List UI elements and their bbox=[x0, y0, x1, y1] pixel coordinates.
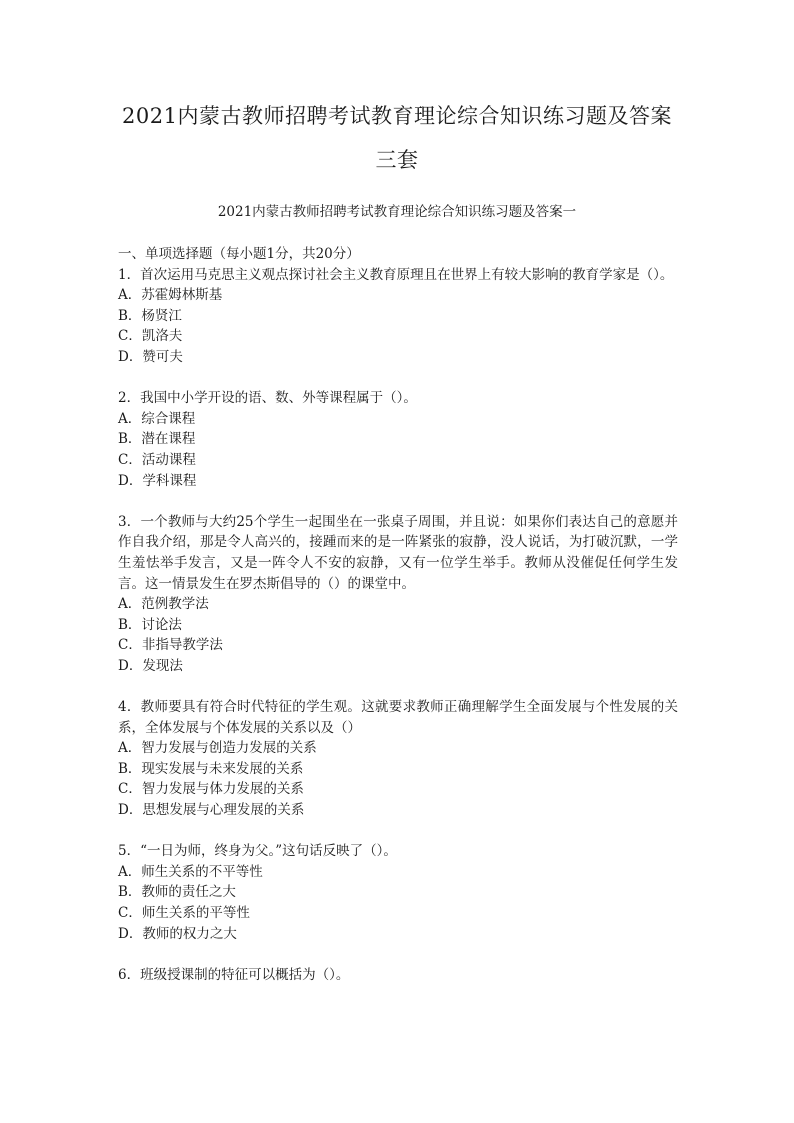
option-b: B．现实发展与未来发展的关系 bbox=[118, 760, 304, 777]
question-text: 4．教师要具有符合时代特征的学生观。这就要求教师正确理解学生全面发展与个性发展的关系，全体发展与个体发展的关系以及（） bbox=[118, 699, 678, 736]
option-d: D．赞可夫 bbox=[118, 348, 183, 365]
option-a: A．综合课程 bbox=[118, 410, 196, 427]
option-d: D．教师的权力之大 bbox=[118, 925, 237, 942]
question-4 bbox=[118, 697, 678, 821]
option-a: A．苏霍姆林斯基 bbox=[118, 287, 223, 304]
question-5 bbox=[118, 841, 678, 944]
option-a: A．智力发展与创造力发展的关系 bbox=[118, 740, 317, 757]
question-1 bbox=[118, 265, 678, 368]
section-heading: 一、单项选择题（每小题1分，共20分） bbox=[118, 246, 360, 262]
question-3 bbox=[118, 512, 678, 677]
question-text: 5．“一日为师，终身为父。”这句话反映了（）。 bbox=[118, 843, 397, 860]
option-a: A．范例教学法 bbox=[118, 596, 209, 613]
document-title-line-1: 2021内蒙古教师招聘考试教育理论综合知识练习题及答案 bbox=[122, 104, 672, 128]
option-c: C．智力发展与体力发展的关系 bbox=[118, 781, 304, 798]
option-c: C．非指导教学法 bbox=[118, 637, 223, 654]
option-a: A．师生关系的不平等性 bbox=[118, 863, 263, 880]
option-list bbox=[118, 738, 678, 820]
option-list bbox=[118, 285, 678, 367]
option-list bbox=[118, 594, 678, 676]
option-c: C．师生关系的平等性 bbox=[118, 905, 250, 921]
option-d: D．发现法 bbox=[118, 657, 183, 674]
option-c: C．活动课程 bbox=[118, 451, 196, 468]
question-6 bbox=[118, 965, 678, 986]
option-list bbox=[118, 862, 678, 944]
option-b: B．潜在课程 bbox=[118, 431, 196, 448]
question-list bbox=[118, 244, 678, 985]
option-b: B．讨论法 bbox=[118, 616, 182, 633]
question-2 bbox=[118, 388, 678, 491]
option-list bbox=[118, 409, 678, 491]
question-text: 1．首次运用马克思主义观点探讨社会主义教育原理且在世界上有较大影响的教育学家是（）。 bbox=[118, 266, 674, 283]
option-d: D．思想发展与心理发展的关系 bbox=[118, 802, 305, 819]
question-text: 2．我国中小学开设的语、数、外等课程属于（）。 bbox=[118, 390, 417, 407]
option-d: D．学科课程 bbox=[118, 472, 197, 489]
question-text: 3．一个教师与大约25个学生一起围坐在一张桌子周围，并且说：如果你们表达自己的意愿并作自我介绍，那是令人高兴的，接踵而来的是一阵紧张的寂静，没人说话，为打破沉默，一学生羞怯举手发言，又是一阵令人不安的寂静，又有一位学生举手。教师从没催促任何学生发言。这一情景发生在罗杰斯倡导的（）的课堂中。 bbox=[118, 513, 678, 592]
question-text: 6．班级授课制的特征可以概括为（）。 bbox=[118, 966, 350, 983]
option-b: B．教师的责任之大 bbox=[118, 884, 236, 901]
option-b: B．杨贤江 bbox=[118, 307, 182, 324]
option-c: C．凯洛夫 bbox=[118, 328, 183, 345]
document-title-line-2: 三套 bbox=[375, 148, 419, 172]
document-subtitle: 2021内蒙古教师招聘考试教育理论综合知识练习题及答案一 bbox=[217, 204, 577, 220]
